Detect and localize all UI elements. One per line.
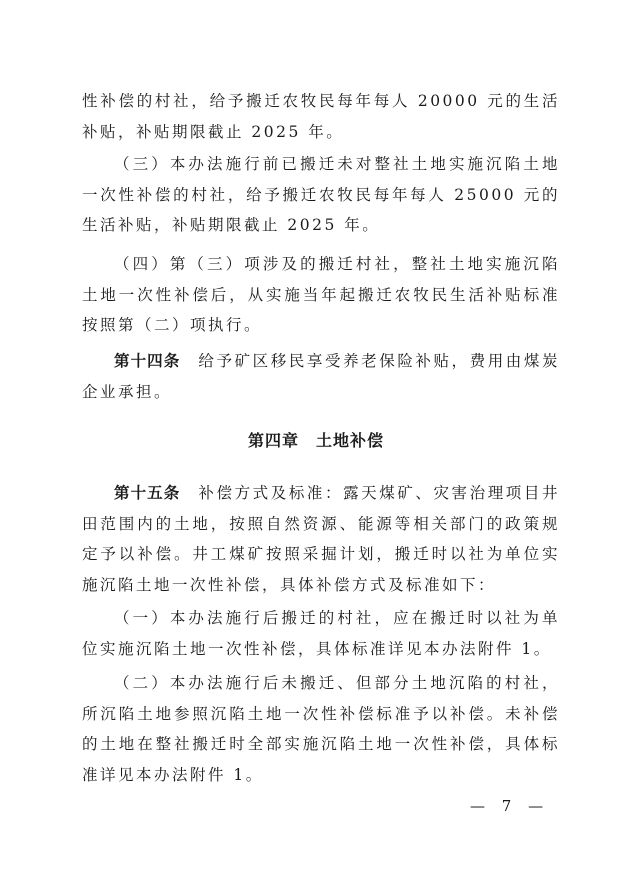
paragraph-item-3: （三）本办法施行前已搬迁未对整社土地实施沉陷土地一次性补偿的村社，给予搬迁农牧民每年每人 25000 元的生活补贴，补贴期限截止 2025 年。 (82, 155, 560, 234)
paragraph-item-2: （二）本办法施行后未搬迁、但部分土地沉陷的村社，所沉陷土地参照沉陷土地一次性补偿标准予以补偿。未补偿的土地在整社搬迁时全部实施沉陷土地一次性补偿，具体标准详见本办法附件 1。 (82, 674, 560, 784)
article-15-label: 第十五条 (114, 484, 181, 502)
paragraph-item-1: （一）本办法施行后搬迁的村社，应在搬迁时以社为单位实施沉陷土地一次性补偿，具体标准详见本办法附件 1。 (82, 609, 560, 658)
article-14 (82, 346, 560, 407)
article-15 (82, 478, 560, 600)
page-number: — 7 — (470, 797, 550, 815)
chapter-heading: 第四章 土地补偿 (247, 431, 384, 450)
paragraph-item-4: （四）第（三）项涉及的搬迁村社，整社土地实施沉陷土地一次性补偿后，从实施当年起搬迁农牧民生活补贴标准按照第（二）项执行。 (82, 255, 560, 334)
article-15-text: 补偿方式及标准：露天煤矿、灾害治理项目井田范围内的土地，按照自然资源、能源等相关部门的政策规定予以补偿。井工煤矿按照采掘计划，搬迁时以社为单位实施沉陷土地一次性补偿，具体补偿方式及标准如下： (82, 484, 560, 594)
article-14-label: 第十四条 (114, 352, 181, 370)
article-14-text: 给予矿区移民享受养老保险补贴，费用由煤炭企业承担。 (82, 352, 560, 401)
paragraph-continuation: 性补偿的村社，给予搬迁农牧民每年每人 20000 元的生活补贴，补贴期限截止 2025 年。 (82, 92, 560, 141)
